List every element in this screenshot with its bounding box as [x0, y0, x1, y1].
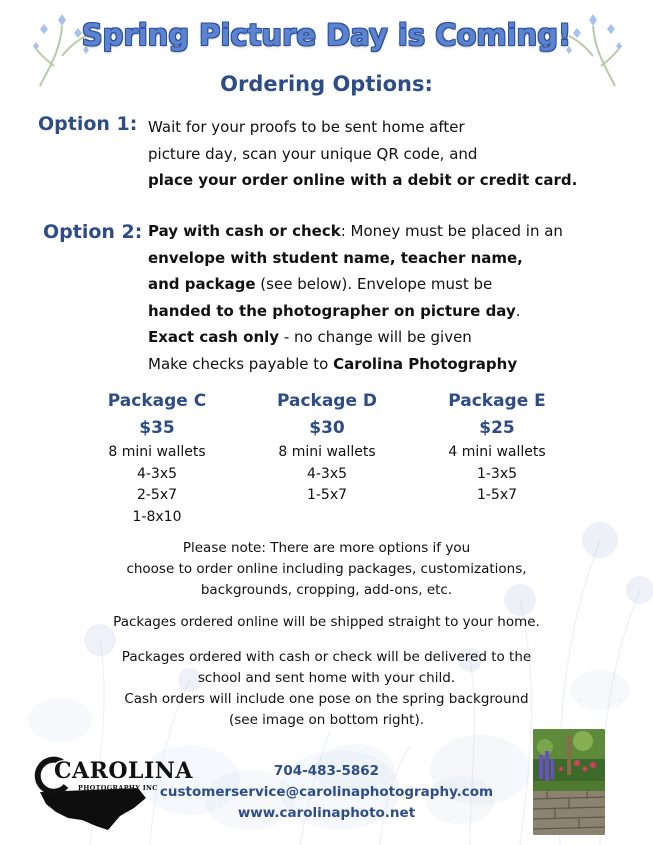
option-2-text — [148, 218, 608, 377]
note-line: Please note: There are more options if you — [182, 540, 471, 556]
contact-website[interactable]: www.carolinaphoto.net — [237, 805, 416, 821]
option-2-span: . — [515, 301, 521, 320]
logo-subtext: PHOTOGRAPHY INC — [78, 784, 158, 792]
option-2-bold: handed to the photographer on picture day — [148, 301, 516, 320]
flyer-title: Spring Picture Day is Coming! — [81, 18, 572, 52]
package-name: Package D — [276, 391, 378, 411]
package-name: Package C — [107, 391, 207, 411]
contact-phone: 704-483-5862 — [273, 763, 380, 779]
option-2-bold: Exact cash only — [148, 328, 280, 346]
option-2-line — [148, 351, 608, 378]
option-2-line — [148, 271, 608, 298]
logo-wordmark: CAROLINA — [54, 758, 193, 784]
ordering-options-heading: Ordering Options: — [220, 72, 433, 96]
package-c — [67, 388, 247, 528]
package-item: 1-3x5 — [476, 465, 518, 482]
package-item: 1-8x10 — [132, 508, 182, 525]
option-2-bold: Pay with cash or check — [148, 222, 341, 240]
note-line: Cash orders will include one pose on the spring background — [124, 691, 529, 707]
package-price: $30 — [309, 418, 345, 438]
option-2-line — [148, 324, 608, 351]
package-item: 4-3x5 — [306, 465, 348, 482]
option-2-span: : Money must be placed in an — [340, 222, 563, 240]
package-item: 1-5x7 — [476, 487, 518, 503]
note-line: backgrounds, cropping, add-ons, etc. — [200, 582, 453, 598]
package-item: 4-3x5 — [136, 465, 178, 482]
option-2-span: (see below). Envelope must be — [255, 275, 493, 293]
package-d — [237, 388, 417, 507]
option-2-line — [148, 218, 608, 245]
note-line: Packages ordered with cash or check will be delivered to the — [121, 649, 532, 665]
spring-background-photo — [533, 729, 605, 835]
cash-delivery-note — [60, 647, 593, 731]
option-2-line — [148, 245, 608, 272]
option-2-line — [148, 298, 608, 325]
option-2-bold: and package — [148, 275, 256, 293]
option-2-span: Make checks payable to — [148, 354, 334, 373]
note-line: (see image on bottom right). — [228, 712, 425, 728]
contact-email[interactable]: customerservice@carolinaphotography.com — [159, 784, 494, 800]
package-item: 4 mini wallets — [448, 444, 546, 460]
option-1-label: Option 1: — [38, 113, 138, 135]
package-item: 8 mini wallets — [108, 444, 206, 460]
package-item: 2-5x7 — [136, 487, 178, 503]
package-name: Package E — [448, 391, 546, 411]
package-e — [407, 388, 587, 507]
more-options-note — [60, 538, 593, 601]
option-1-line: picture day, scan your unique QR code, and — [148, 144, 478, 163]
shipping-note: Packages ordered online will be shipped straight to your home. — [113, 614, 540, 630]
option-2-span: - no change will be given — [279, 328, 472, 346]
package-price: $35 — [139, 418, 175, 438]
package-item: 1-5x7 — [306, 487, 348, 503]
package-price: $25 — [479, 418, 515, 438]
package-item: 8 mini wallets — [278, 444, 376, 460]
option-2-label: Option 2: — [43, 221, 143, 243]
option-2-bold: Carolina Photography — [333, 354, 518, 373]
option-1-text — [148, 114, 588, 194]
option-1-line: Wait for your proofs to be sent home after — [148, 118, 465, 136]
option-1-bold: place your order online with a debit or credit card. — [148, 171, 578, 189]
note-line: school and sent home with your child. — [197, 670, 456, 686]
note-line: choose to order online including packages, customizations, — [126, 561, 527, 577]
option-1-line — [148, 167, 588, 194]
option-2-bold: envelope with student name, teacher name, — [148, 248, 523, 267]
